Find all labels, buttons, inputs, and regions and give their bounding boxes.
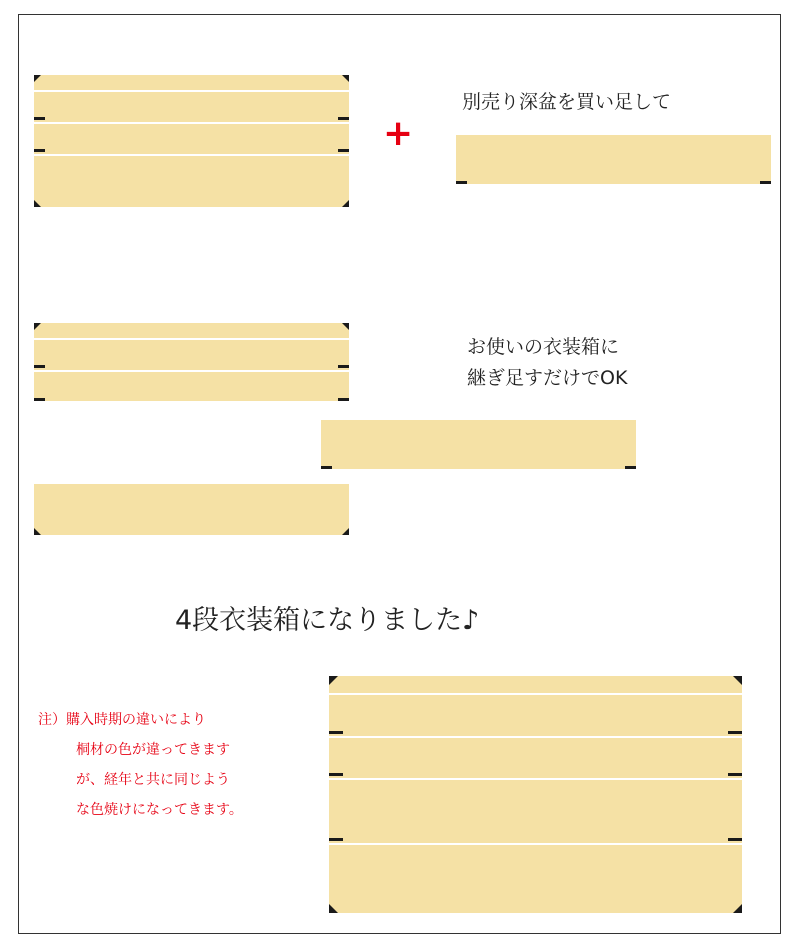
- drawer-divider: [34, 90, 349, 92]
- note-line: 注）購入時期の違いにより: [38, 712, 206, 728]
- drawer-pull-icon: [34, 149, 45, 152]
- drawer-divider: [329, 693, 742, 695]
- tray-body: [456, 135, 771, 184]
- chest-upper-section: [34, 323, 349, 401]
- chest-drawer: [34, 484, 349, 535]
- drawer-pull-icon: [329, 731, 343, 734]
- step2-caption-line: 継ぎ足すだけでOK: [467, 367, 628, 389]
- drawer-divider: [329, 736, 742, 738]
- drawer-pull-icon: [329, 838, 343, 841]
- drawer-pull-icon: [625, 466, 636, 469]
- note-line: 桐材の色が違ってきます: [76, 742, 230, 758]
- chest-drawer: [34, 75, 349, 207]
- drawer-pull-icon: [321, 466, 332, 469]
- note-line: が、経年と共に同じよう: [76, 772, 230, 788]
- inserted-deep-tray: [321, 420, 636, 469]
- drawer-pull-icon: [34, 365, 45, 368]
- drawer-pull-icon: [338, 117, 349, 120]
- plus-sign: +: [383, 113, 414, 154]
- deep-tray: [456, 135, 771, 184]
- drawer-pull-icon: [34, 398, 45, 401]
- note-line: な色焼けになってきます。: [76, 802, 243, 818]
- chest-drawer: [34, 323, 349, 401]
- drawer-divider: [34, 122, 349, 124]
- drawer-divider: [34, 338, 349, 340]
- drawer-pull-icon: [728, 838, 742, 841]
- step2-caption-line: お使いの衣装箱に: [467, 336, 620, 358]
- drawer-pull-icon: [728, 773, 742, 776]
- result-headline: 4段衣装箱になりました♪: [175, 605, 480, 636]
- existing-chest: [34, 75, 349, 207]
- drawer-pull-icon: [338, 149, 349, 152]
- chest-bottom-section: [34, 484, 349, 535]
- drawer-divider: [34, 370, 349, 372]
- drawer-pull-icon: [456, 181, 467, 184]
- result-four-tier-chest: [329, 676, 742, 913]
- drawer-pull-icon: [760, 181, 771, 184]
- drawer-pull-icon: [338, 398, 349, 401]
- drawer-pull-icon: [728, 731, 742, 734]
- drawer-divider: [329, 843, 742, 845]
- drawer-pull-icon: [34, 117, 45, 120]
- tray-body: [321, 420, 636, 469]
- drawer-pull-icon: [338, 365, 349, 368]
- drawer-divider: [329, 778, 742, 780]
- step1-caption: 別売り深盆を買い足して: [462, 91, 672, 113]
- chest-drawer: [329, 676, 742, 913]
- drawer-divider: [34, 154, 349, 156]
- drawer-pull-icon: [329, 773, 343, 776]
